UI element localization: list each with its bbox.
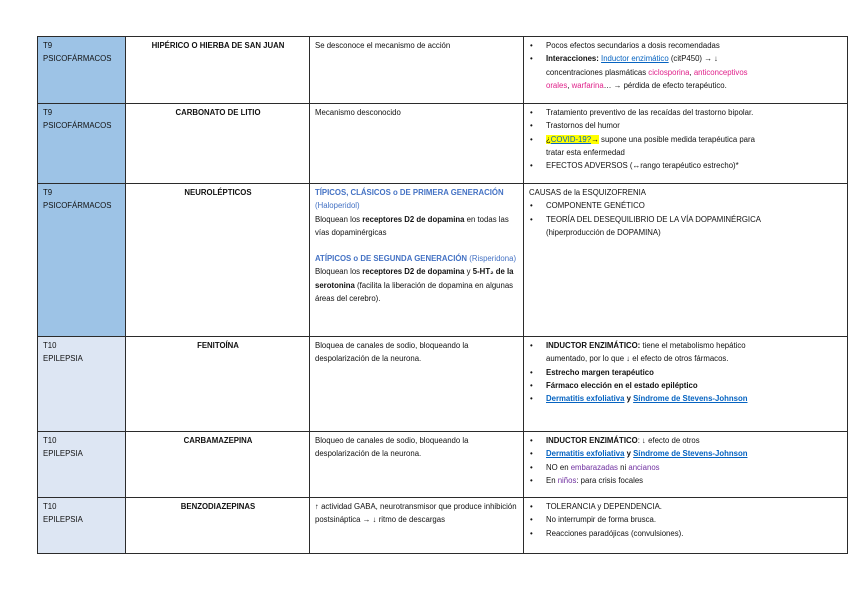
- list-item-continuation: aumentado, por lo que ↓ el efecto de otros fármacos.: [546, 354, 729, 364]
- typical-block: TÍPICOS, CLÁSICOS o DE PRIMERA GENERACIÓN (Haloperidol): [315, 188, 504, 211]
- list-item: • INDUCTOR ENZIMÁTICO: ↓ efecto de otros: [529, 434, 843, 447]
- typical-desc: Bloquean los receptores D2 de dopamina en todas las vías dopaminérgicas: [315, 214, 509, 237]
- drug-summary-table: [37, 36, 848, 554]
- topic-label: T9: [43, 108, 53, 117]
- category-cell: [38, 37, 126, 104]
- drug-name: HIPÉRICO O HIERBA DE SAN JUAN: [126, 37, 310, 104]
- drug-name: CARBAMAZEPINA: [126, 432, 310, 498]
- mechanism-cell: Bloqueo de canales de sodio, bloqueando la despolarización de la neurona.: [310, 432, 524, 498]
- list-item: • TEORÍA DEL DESEQUILIBRIO DE LA VÍA DOPAMINÉRGICA: [529, 213, 843, 226]
- table-row: [38, 184, 848, 337]
- table-row: [38, 37, 848, 104]
- list-item: • INDUCTOR ENZIMÁTICO: tiene el metabolismo hepático: [529, 339, 843, 352]
- mechanism-cell: ↑ actividad GABA, neurotransmisor que produce inhibición postsináptica → ↓ ritmo de descargas: [310, 498, 524, 554]
- area-label: EPILEPSIA: [43, 449, 83, 459]
- list-item-continuation: orales, warfarina… → pérdida de efecto terapéutico.: [546, 80, 727, 90]
- table-row: [38, 498, 848, 554]
- notes-cell: [524, 337, 848, 432]
- covid-link[interactable]: COVID-19?: [550, 134, 592, 144]
- list-item: • Pocos efectos secundarios a dosis recomendadas: [529, 39, 843, 52]
- list-item: • Interacciones: Inductor enzimático (citP450) → ↓: [529, 52, 843, 65]
- list-item: • NO en embarazadas ni ancianos: [529, 461, 843, 474]
- area-label: PSICOFÁRMACOS: [43, 201, 112, 211]
- notes-cell: [524, 184, 848, 337]
- list-item-continuation: (hiperproducción de DOPAMINA): [546, 227, 661, 237]
- inductor-link[interactable]: Inductor enzimático: [601, 54, 669, 64]
- notes-cell: [524, 498, 848, 554]
- list-item: • Fármaco elección en el estado epiléptico: [529, 379, 843, 392]
- topic-label: T10: [43, 502, 57, 511]
- list-item-continuation: concentraciones plasmáticas ciclosporina, anticonceptivos: [546, 67, 748, 77]
- table-row: [38, 432, 848, 498]
- list-item-continuation: tratar esta enfermedad: [546, 147, 625, 157]
- atypical-desc: Bloquean los receptores D2 de dopamina y 5-HT₂ de la serotonina (facilita la liberación de dopamina en algunas áreas del cerebro).: [315, 267, 514, 304]
- notes-cell: [524, 104, 848, 184]
- stevens-johnson-link[interactable]: Síndrome de Stevens-Johnson: [633, 394, 748, 404]
- dermatitis-link[interactable]: Dermatitis exfoliativa: [546, 449, 625, 459]
- topic-label: T10: [43, 341, 57, 350]
- area-label: EPILEPSIA: [43, 515, 83, 525]
- list-item: • Estrecho margen terapéutico: [529, 366, 843, 379]
- list-item: • EFECTOS ADVERSOS (↔rango terapéutico estrecho)*: [529, 159, 843, 172]
- mechanism-cell: Bloquea de canales de sodio, bloqueando la despolarización de la neurona.: [310, 337, 524, 432]
- list-item: • Reacciones paradójicas (convulsiones).: [529, 527, 843, 540]
- category-cell: [38, 337, 126, 432]
- area-label: EPILEPSIA: [43, 354, 83, 364]
- drug-name: BENZODIAZEPINAS: [126, 498, 310, 554]
- topic-label: T10: [43, 436, 57, 445]
- area-label: PSICOFÁRMACOS: [43, 121, 112, 131]
- list-item: • Trastornos del humor: [529, 119, 843, 132]
- category-cell: [38, 432, 126, 498]
- table-row: [38, 104, 848, 184]
- table-row: [38, 337, 848, 432]
- notes-cell: [524, 37, 848, 104]
- notes-cell: [524, 432, 848, 498]
- topic-label: T9: [43, 41, 53, 50]
- topic-label: T9: [43, 188, 53, 197]
- category-cell: [38, 184, 126, 337]
- drug-name: CARBONATO DE LITIO: [126, 104, 310, 184]
- mechanism-cell: [310, 184, 524, 337]
- dermatitis-link[interactable]: Dermatitis exfoliativa: [546, 394, 625, 404]
- atypical-block: ATÍPICOS o DE SEGUNDA GENERACIÓN (Risperidona): [315, 254, 517, 264]
- list-item: • TOLERANCIA y DEPENDENCIA.: [529, 500, 843, 513]
- mechanism-cell: Mecanismo desconocido: [310, 104, 524, 184]
- list-item: • Tratamiento preventivo de las recaídas del trastorno bipolar.: [529, 106, 843, 119]
- list-item: • Dermatitis exfoliativa y Síndrome de Stevens-Johnson: [529, 392, 843, 405]
- list-item: • No interrumpir de forma brusca.: [529, 513, 843, 526]
- notes-heading: CAUSAS de la ESQUIZOFRENIA: [529, 188, 646, 197]
- list-item: • Dermatitis exfoliativa y Síndrome de Stevens-Johnson: [529, 447, 843, 460]
- mechanism-cell: Se desconoce el mecanismo de acción: [310, 37, 524, 104]
- category-cell: [38, 104, 126, 184]
- drug-name: FENITOÍNA: [126, 337, 310, 432]
- stevens-johnson-link[interactable]: Síndrome de Stevens-Johnson: [633, 449, 748, 459]
- category-cell: [38, 498, 126, 554]
- drug-name: NEUROLÉPTICOS: [126, 184, 310, 337]
- list-item: • COMPONENTE GENÉTICO: [529, 199, 843, 212]
- list-item: • ¿COVID-19?→ supone una posible medida terapéutica para: [529, 133, 843, 146]
- area-label: PSICOFÁRMACOS: [43, 54, 112, 64]
- list-item: • En niños: para crisis focales: [529, 474, 843, 487]
